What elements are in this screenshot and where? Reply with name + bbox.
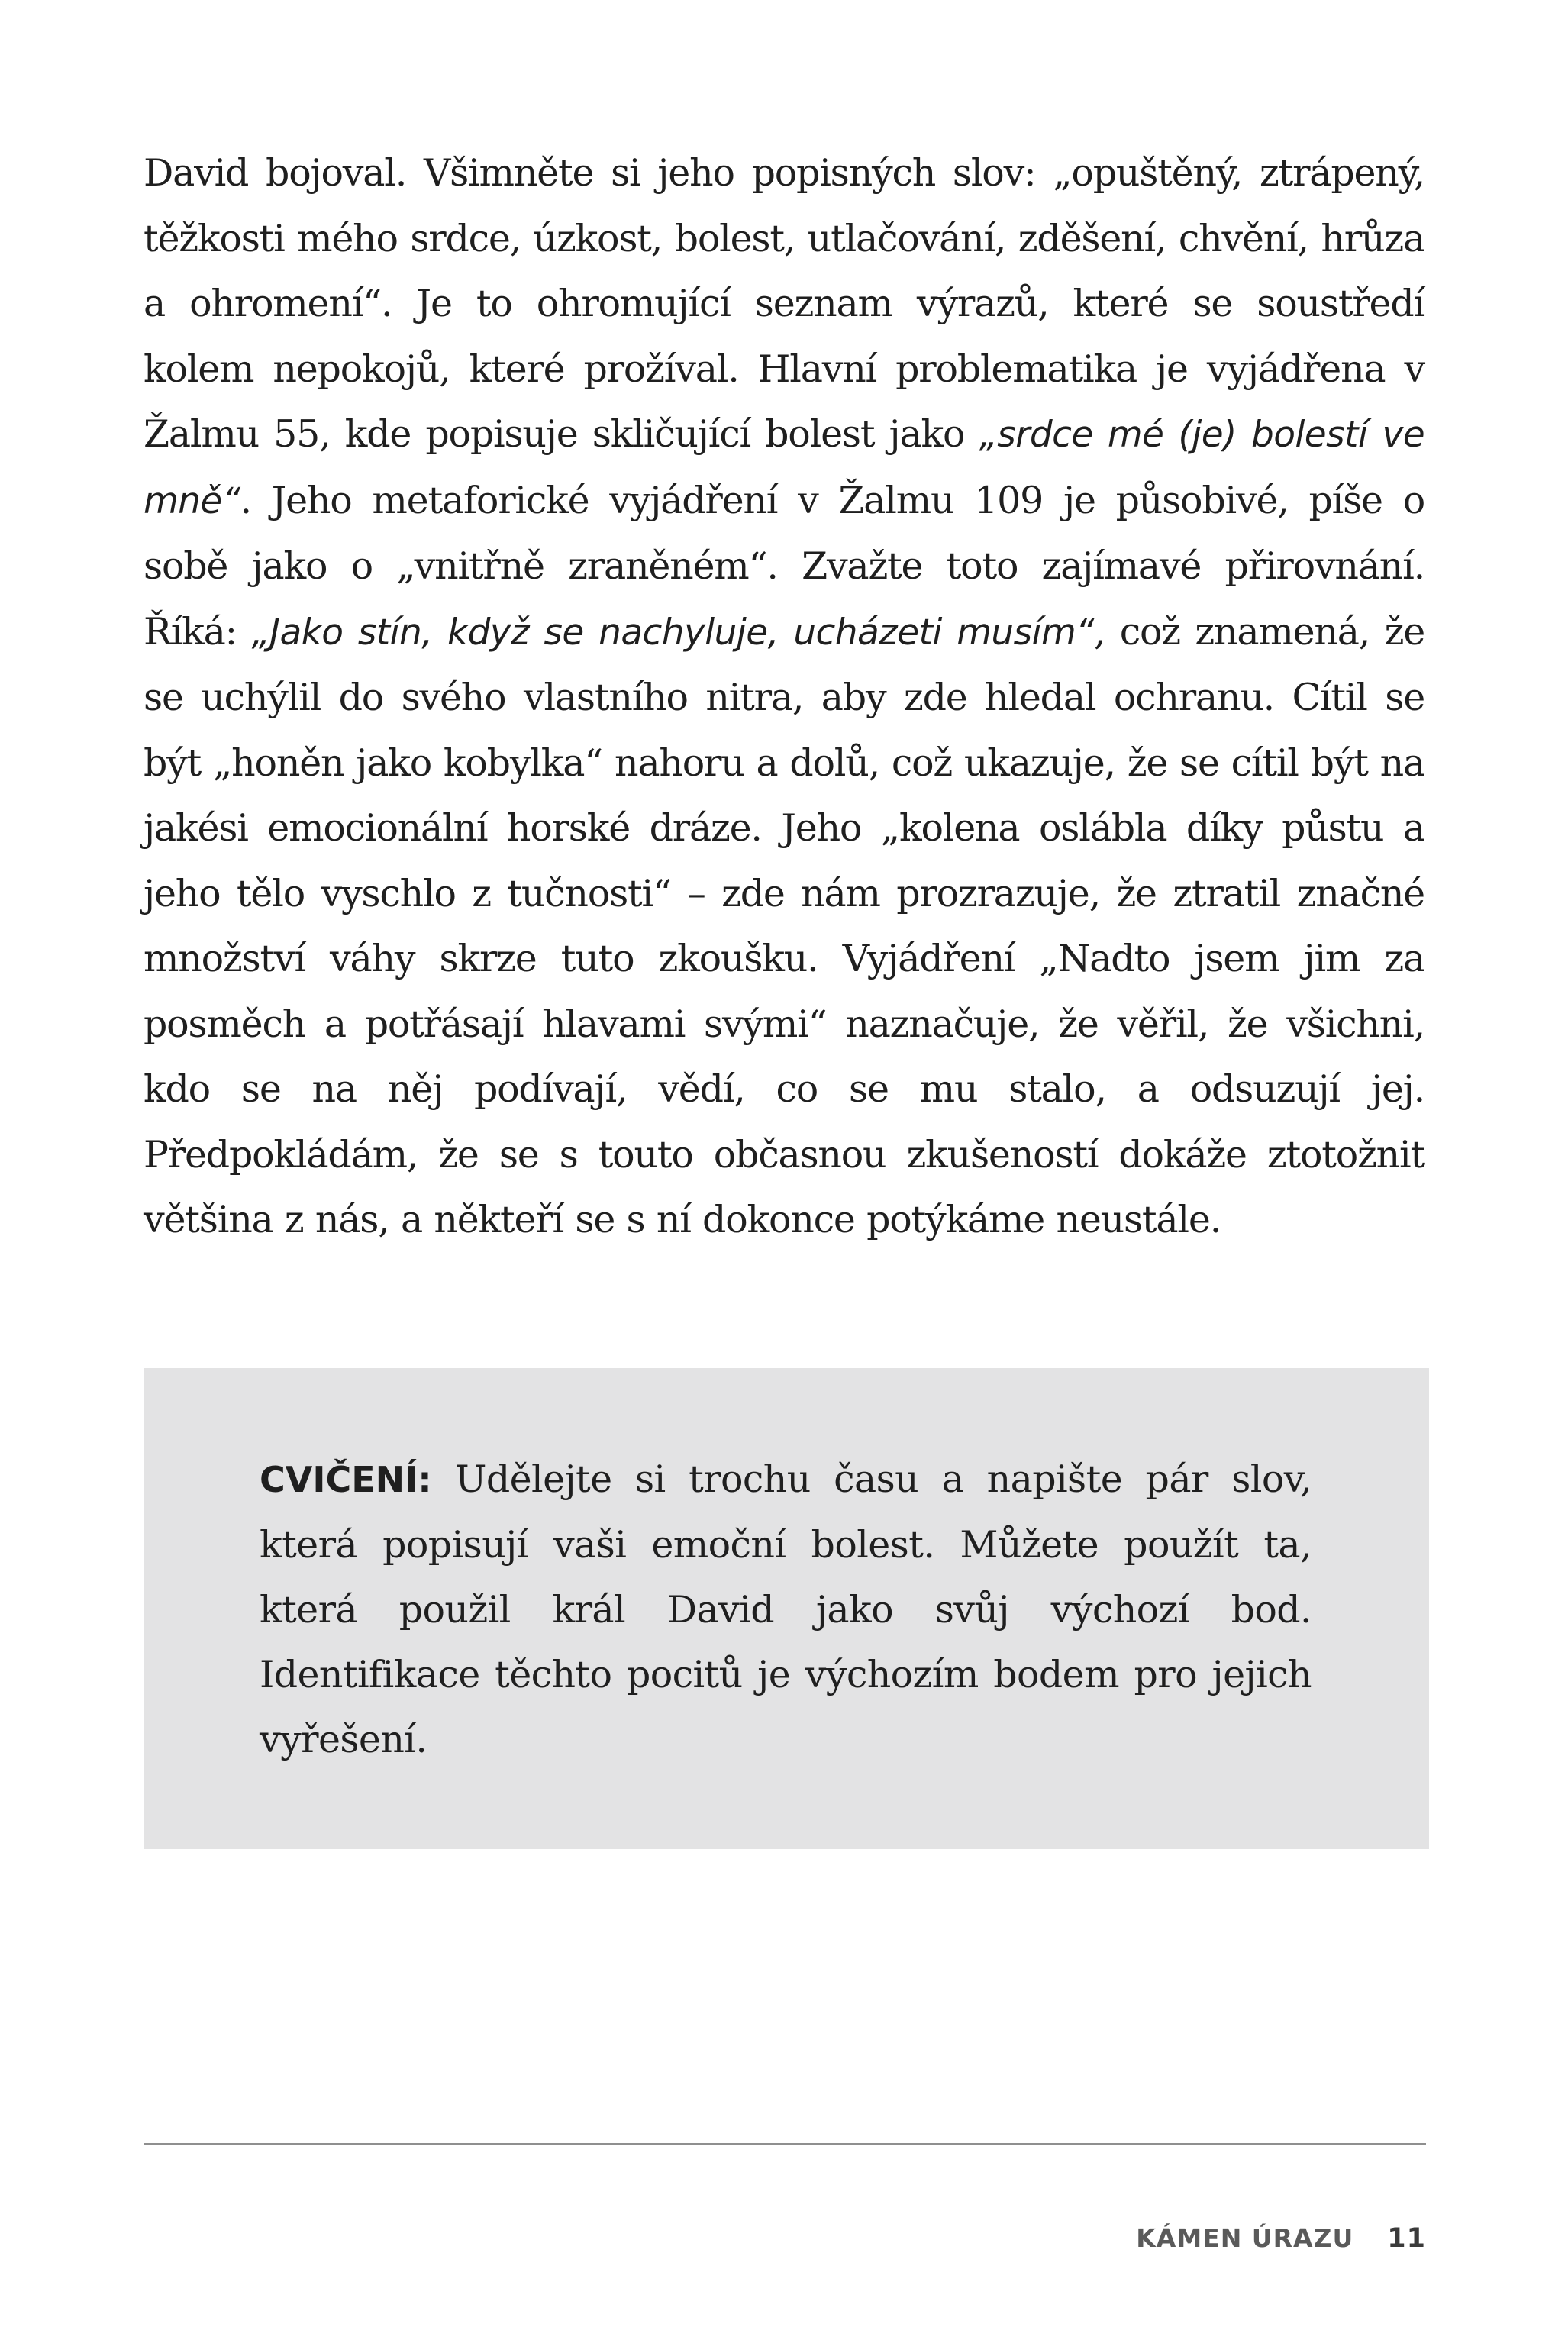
body-text-segment: David bojoval. Všimněte si jeho popisných slov: „opuštěný, ztrápený, těžkosti mého srdce, úzkost, bolest, utlačování, zděšení, chvění, hrůza a ohromení“. Je to ohromující seznam výrazů, které se soustředí kolem nepokojů, které prožíval. Hlavní problematika je vyjádřena v Žalmu 55, kde popisuje skličující bolest jako [144, 151, 1424, 456]
page-footer [1136, 2223, 1426, 2254]
running-title: KÁMEN ÚRAZU [1136, 2223, 1354, 2253]
footer-divider [144, 2143, 1426, 2145]
exercise-label: CVIČENÍ: [260, 1459, 432, 1500]
page-number: 11 [1387, 2223, 1426, 2254]
body-text-segment: , což znamená, že se uchýlil do svého vlastního nitra, aby zde hledal ochranu. Cítil se být „honěn jako kobylka“ nahoru a dolů, což ukazuje, že se cítil být na jakési emocionální horské dráze. Jeho „kolena oslábla díky půstu a jeho tělo vyschlo z tučnosti“ – zde nám prozrazuje, že ztratil značné množství váhy skrze tuto zkoušku. Vyjádření „Nadto jsem jim za posměch a potřásají hlavami svými“ naznačuje, že věřil, že všichni, kdo se na něj podívají, vědí, co se mu stalo, a odsuzují jej. Předpokládám, že se s touto občasnou zkušeností dokáže ztotožnit většina z nás, a někteří se s ní dokonce potýkáme neustále. [144, 609, 1425, 1241]
body-paragraph [144, 140, 1424, 1253]
exercise-text: Udělejte si trochu času a napište pár slov, která popisují vaši emoční bolest. Můžete použít ta, která použil král David jako svůj výchozí bod. Identifikace těchto pocitů je výchozím bodem pro jejich vyřešení. [260, 1457, 1312, 1761]
psalm-quote-italic: „srdce mé (je) bolestí ve mně“ [144, 414, 1425, 522]
psalm-quote-italic: „Jako stín, když se nachyluje, ucházeti musím“ [251, 611, 1094, 654]
exercise-paragraph [260, 1447, 1312, 1772]
body-text-segment: . Jeho metaforické vyjádření v Žalmu 109 je působivé, píše o sobě jako o „vnitřně zraněném“. Zvažte toto zajímavé přirovnání. Říká: [144, 478, 1424, 654]
